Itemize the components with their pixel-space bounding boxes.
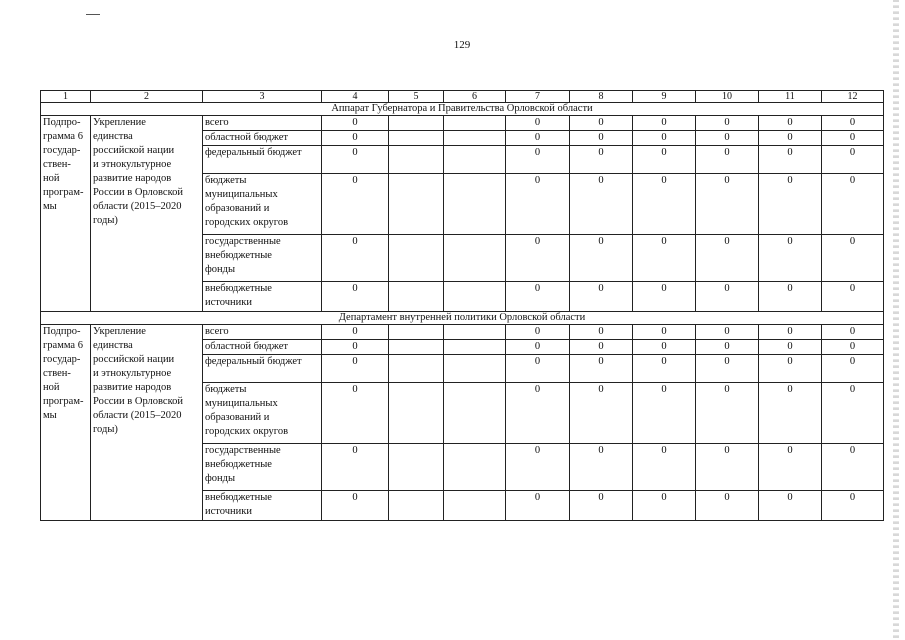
cell-line: фонды [205,264,236,275]
cell-line: ной [43,173,60,184]
cell-line: грамма 6 [43,131,83,142]
value-cell-col-10: 0 [696,174,759,235]
value-cell-col-9: 0 [633,444,696,491]
cell-line: ной [43,382,60,393]
value-cell-col-11: 0 [759,491,822,521]
funding-source-cell [203,174,322,235]
funding-source-cell [203,146,322,174]
cell-line: Укрепление [93,117,146,128]
value-cell-col-10: 0 [696,491,759,521]
scan-edge-artifact [893,0,899,640]
value-cell-col-6 [444,491,506,521]
cell-line: всего [205,326,229,337]
program-cell [41,325,91,521]
value-cell-col-11: 0 [759,116,822,131]
funding-source-cell [203,444,322,491]
cell-line: источники [205,297,252,308]
funding-source-cell [203,491,322,521]
value-cell-col-6 [444,325,506,340]
value-cell-col-8: 0 [570,383,633,444]
value-cell-col-8: 0 [570,355,633,383]
value-cell-col-4: 0 [322,355,389,383]
value-cell-col-8: 0 [570,491,633,521]
funding-source-cell [203,235,322,282]
value-cell-col-4: 0 [322,174,389,235]
value-cell-col-7: 0 [506,340,570,355]
cell-line: муниципальных [205,189,278,200]
value-cell-col-6 [444,131,506,146]
value-cell-col-6 [444,444,506,491]
cell-line: российской нации [93,145,175,156]
value-cell-col-8: 0 [570,325,633,340]
value-cell-col-7: 0 [506,174,570,235]
value-cell-col-4: 0 [322,131,389,146]
value-cell-col-12: 0 [822,355,884,383]
value-cell-col-9: 0 [633,340,696,355]
cell-line: годы) [93,424,118,435]
cell-line: России в Орловской [93,187,184,198]
value-cell-col-12: 0 [822,174,884,235]
value-cell-col-11: 0 [759,383,822,444]
value-cell-col-5 [389,355,444,383]
cell-line: и этнокультурное [93,368,172,379]
value-cell-col-11: 0 [759,131,822,146]
value-cell-col-7: 0 [506,146,570,174]
value-cell-col-9: 0 [633,116,696,131]
cell-line: государ- [43,354,81,365]
value-cell-col-10: 0 [696,116,759,131]
cell-line: развитие народов [93,382,172,393]
cell-line: внебюджетные [205,283,272,294]
cell-line: городских округов [205,217,289,228]
column-header-12: 12 [822,91,884,103]
value-cell-col-7: 0 [506,235,570,282]
cell-line: российской нации [93,354,175,365]
value-cell-col-9: 0 [633,235,696,282]
value-cell-col-6 [444,146,506,174]
value-cell-col-5 [389,325,444,340]
column-header-10: 10 [696,91,759,103]
value-cell-col-10: 0 [696,340,759,355]
value-cell-col-5 [389,282,444,312]
value-cell-col-4: 0 [322,444,389,491]
value-cell-col-7: 0 [506,116,570,131]
value-cell-col-12: 0 [822,235,884,282]
value-cell-col-10: 0 [696,235,759,282]
value-cell-col-5 [389,235,444,282]
value-cell-col-11: 0 [759,340,822,355]
value-cell-col-5 [389,146,444,174]
column-header-5: 5 [389,91,444,103]
funding-source-cell [203,325,322,340]
value-cell-col-5 [389,174,444,235]
funding-source-cell [203,282,322,312]
value-cell-col-4: 0 [322,116,389,131]
scan-artifact-mark [86,14,100,15]
value-cell-col-10: 0 [696,325,759,340]
funding-source-cell [203,355,322,383]
funding-source-cell [203,131,322,146]
value-cell-col-8: 0 [570,282,633,312]
value-cell-col-8: 0 [570,235,633,282]
value-cell-col-4: 0 [322,235,389,282]
cell-line: програм- [43,396,84,407]
cell-line: единства [93,131,133,142]
cell-line: бюджеты [205,384,247,395]
value-cell-col-8: 0 [570,444,633,491]
cell-line: областной бюджет [205,341,288,352]
value-cell-col-8: 0 [570,116,633,131]
cell-line: Подпро- [43,117,81,128]
value-cell-col-4: 0 [322,146,389,174]
value-cell-col-9: 0 [633,282,696,312]
cell-line: образований и [205,412,270,423]
cell-line: Подпро- [43,326,81,337]
value-cell-col-12: 0 [822,282,884,312]
header-row [41,91,884,103]
column-header-9: 9 [633,91,696,103]
budget-table [40,90,884,521]
value-cell-col-8: 0 [570,131,633,146]
cell-line: городских округов [205,426,289,437]
table-row [41,325,884,340]
value-cell-col-7: 0 [506,282,570,312]
value-cell-col-10: 0 [696,282,759,312]
program-description-cell [91,325,203,521]
cell-line: областной бюджет [205,132,288,143]
value-cell-col-4: 0 [322,325,389,340]
value-cell-col-5 [389,131,444,146]
column-header-4: 4 [322,91,389,103]
cell-line: годы) [93,215,118,226]
cell-line: мы [43,410,57,421]
cell-line: единства [93,340,133,351]
value-cell-col-12: 0 [822,383,884,444]
program-cell [41,116,91,312]
value-cell-col-12: 0 [822,131,884,146]
value-cell-col-6 [444,235,506,282]
value-cell-col-7: 0 [506,131,570,146]
value-cell-col-5 [389,383,444,444]
value-cell-col-12: 0 [822,444,884,491]
cell-line: федеральный бюджет [205,147,302,158]
value-cell-col-8: 0 [570,146,633,174]
column-header-11: 11 [759,91,822,103]
value-cell-col-10: 0 [696,131,759,146]
value-cell-col-4: 0 [322,340,389,355]
value-cell-col-9: 0 [633,325,696,340]
column-header-2: 2 [91,91,203,103]
value-cell-col-8: 0 [570,174,633,235]
cell-line: ствен- [43,159,71,170]
column-header-7: 7 [506,91,570,103]
value-cell-col-12: 0 [822,146,884,174]
funding-source-cell [203,116,322,131]
value-cell-col-12: 0 [822,340,884,355]
value-cell-col-9: 0 [633,174,696,235]
value-cell-col-6 [444,116,506,131]
cell-line: федеральный бюджет [205,356,302,367]
value-cell-col-9: 0 [633,131,696,146]
cell-line: Укрепление [93,326,146,337]
value-cell-col-11: 0 [759,146,822,174]
cell-line: развитие народов [93,173,172,184]
value-cell-col-4: 0 [322,491,389,521]
value-cell-col-5 [389,491,444,521]
cell-line: государственные [205,236,281,247]
value-cell-col-5 [389,444,444,491]
value-cell-col-6 [444,174,506,235]
value-cell-col-9: 0 [633,383,696,444]
value-cell-col-11: 0 [759,444,822,491]
column-header-3: 3 [203,91,322,103]
cell-line: всего [205,117,229,128]
cell-line: государственные [205,445,281,456]
cell-line: внебюджетные [205,492,272,503]
value-cell-col-6 [444,340,506,355]
value-cell-col-12: 0 [822,491,884,521]
section-title: Департамент внутренней политики Орловской области [41,312,884,325]
table-row [41,116,884,131]
cell-line: мы [43,201,57,212]
cell-line: и этнокультурное [93,159,172,170]
column-header-1: 1 [41,91,91,103]
value-cell-col-6 [444,383,506,444]
cell-line: источники [205,506,252,517]
cell-line: области (2015–2020 [93,201,182,212]
cell-line: внебюджетные [205,459,272,470]
cell-line: государ- [43,145,81,156]
funding-source-cell [203,383,322,444]
cell-line: ствен- [43,368,71,379]
cell-line: образований и [205,203,270,214]
cell-line: внебюджетные [205,250,272,261]
value-cell-col-9: 0 [633,146,696,174]
funding-source-cell [203,340,322,355]
cell-line: бюджеты [205,175,247,186]
value-cell-col-11: 0 [759,282,822,312]
value-cell-col-9: 0 [633,355,696,383]
value-cell-col-10: 0 [696,355,759,383]
value-cell-col-5 [389,116,444,131]
value-cell-col-7: 0 [506,383,570,444]
value-cell-col-4: 0 [322,282,389,312]
value-cell-col-9: 0 [633,491,696,521]
section-title-row [41,312,884,325]
value-cell-col-10: 0 [696,444,759,491]
column-header-6: 6 [444,91,506,103]
column-header-8: 8 [570,91,633,103]
cell-line: России в Орловской [93,396,184,407]
program-description-cell [91,116,203,312]
cell-line: програм- [43,187,84,198]
value-cell-col-11: 0 [759,355,822,383]
value-cell-col-6 [444,282,506,312]
value-cell-col-7: 0 [506,325,570,340]
value-cell-col-12: 0 [822,116,884,131]
page-number: 129 [453,39,471,51]
value-cell-col-11: 0 [759,235,822,282]
value-cell-col-10: 0 [696,146,759,174]
value-cell-col-7: 0 [506,444,570,491]
section-title-row [41,103,884,116]
value-cell-col-12: 0 [822,325,884,340]
value-cell-col-8: 0 [570,340,633,355]
value-cell-col-4: 0 [322,383,389,444]
cell-line: грамма 6 [43,340,83,351]
value-cell-col-5 [389,340,444,355]
value-cell-col-11: 0 [759,174,822,235]
section-title: Аппарат Губернатора и Правительства Орловской области [41,103,884,116]
value-cell-col-7: 0 [506,491,570,521]
value-cell-col-10: 0 [696,383,759,444]
value-cell-col-7: 0 [506,355,570,383]
cell-line: фонды [205,473,236,484]
value-cell-col-11: 0 [759,325,822,340]
cell-line: муниципальных [205,398,278,409]
cell-line: области (2015–2020 [93,410,182,421]
value-cell-col-6 [444,355,506,383]
